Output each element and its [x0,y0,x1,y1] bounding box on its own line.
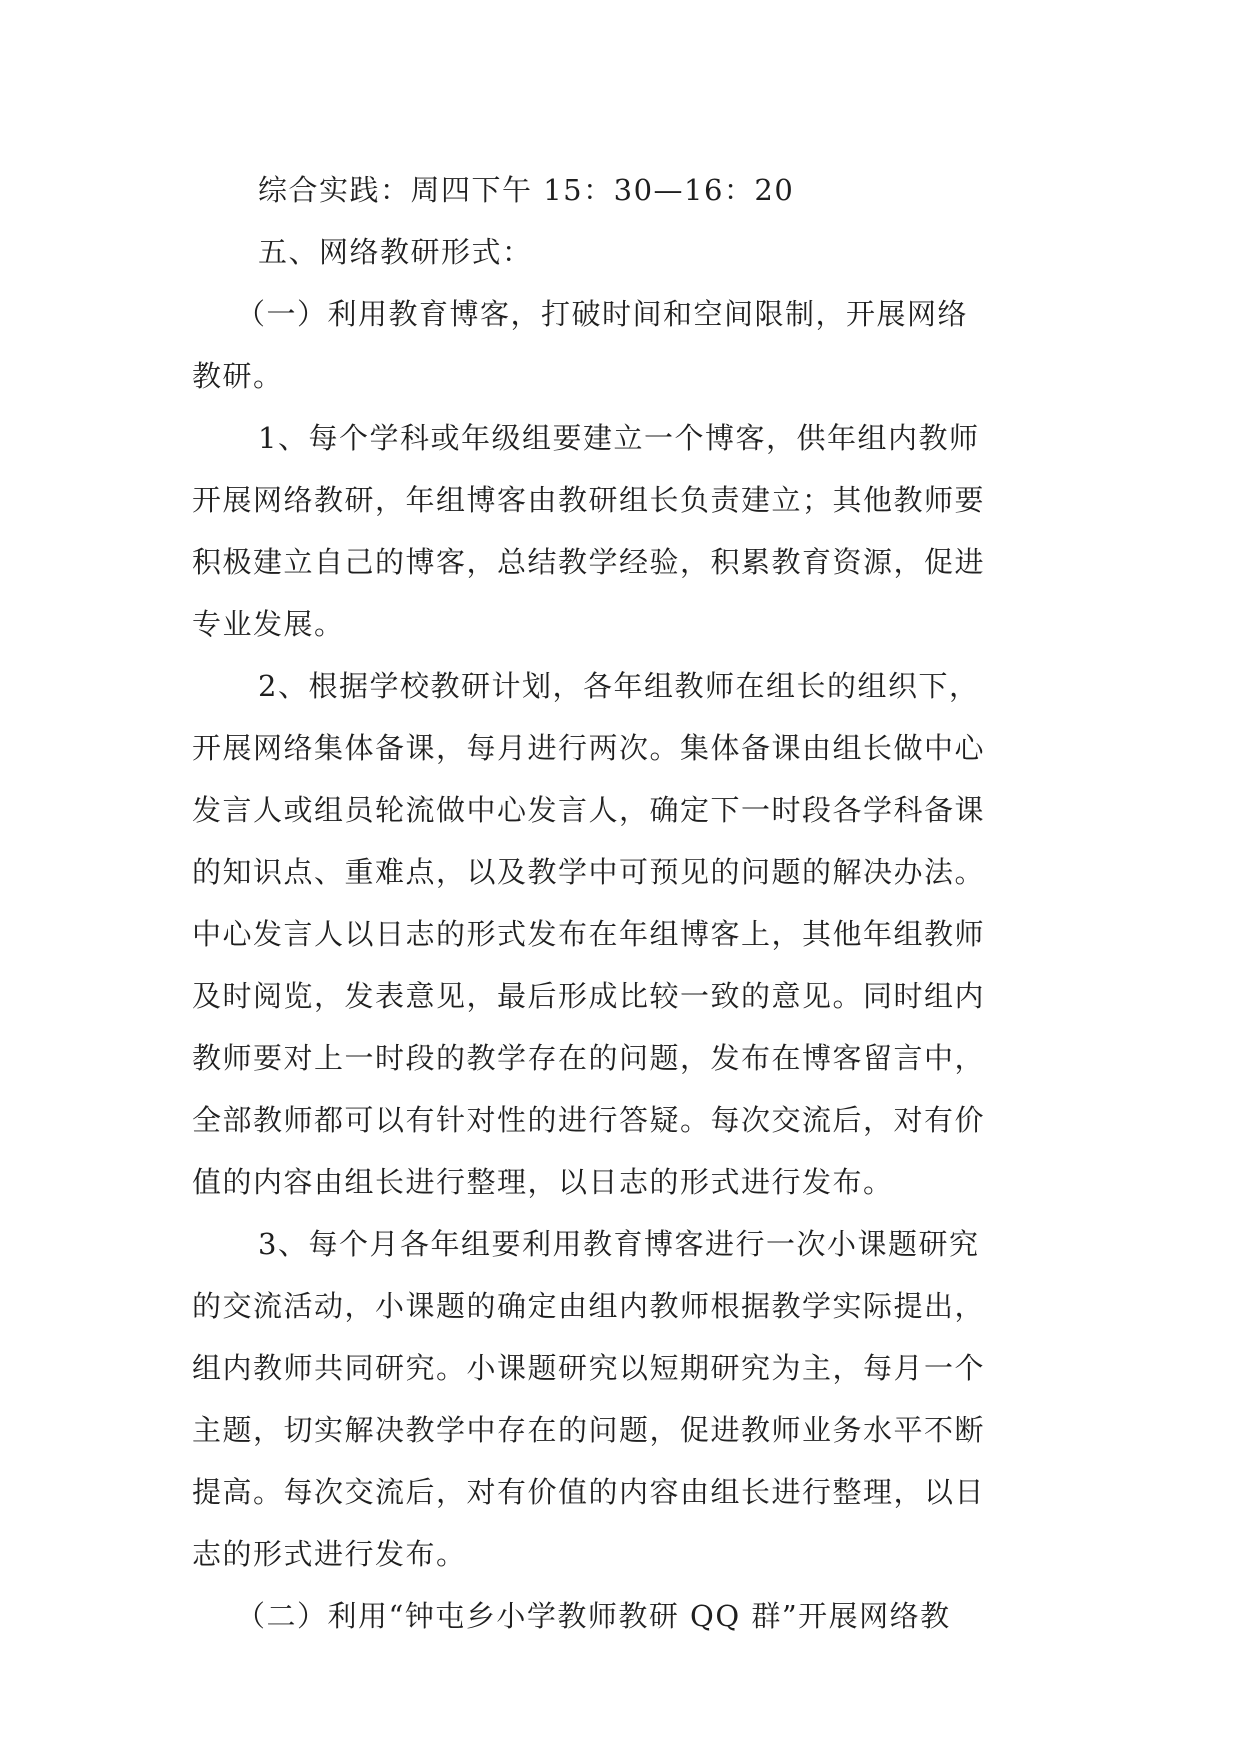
text-line: 值的内容由组长进行整理，以日志的形式进行发布。 [192,1165,894,1199]
text-line: 中心发言人以日志的形式发布在年组博客上，其他年组教师 [192,917,986,951]
text-line: 的知识点、重难点，以及教学中可预见的问题的解决办法。 [192,855,986,889]
text-line: 教研。 [192,359,284,393]
text-line: 专业发展。 [192,607,345,641]
numbered-paragraph-start: 2、根据学校教研计划，各年组教师在组长的组织下， [258,669,980,703]
subsection-heading: （一）利用教育博客，打破时间和空间限制，开展网络 [236,297,969,331]
text-line: 开展网络教研，年组博客由教研组长负责建立；其他教师要 [192,483,986,517]
text-line: 的交流活动，小课题的确定由组内教师根据教学实际提出， [192,1289,986,1323]
text-line: 积极建立自己的博客，总结教学经验，积累教育资源，促进 [192,545,986,579]
text-line: 志的形式进行发布。 [192,1537,467,1571]
text-line: 组内教师共同研究。小课题研究以短期研究为主，每月一个 [192,1351,986,1385]
text-line: 全部教师都可以有针对性的进行答疑。每次交流后，对有价 [192,1103,986,1137]
numbered-paragraph-start: 3、每个月各年组要利用教育博客进行一次小课题研究 [258,1227,980,1261]
subsection-heading: （二）利用“钟屯乡小学教师教研 QQ 群”开展网络教 [236,1599,951,1633]
document-body [192,159,1062,1647]
text-line: 提高。每次交流后，对有价值的内容由组长进行整理，以日 [192,1475,986,1509]
text-line: 综合实践：周四下午 15：30—16：20 [258,173,795,207]
text-line: 开展网络集体备课，每月进行两次。集体备课由组长做中心 [192,731,986,765]
text-line: 主题，切实解决教学中存在的问题，促进教师业务水平不断 [192,1413,986,1447]
text-line: 及时阅览，发表意见，最后形成比较一致的意见。同时组内 [192,979,986,1013]
section-heading: 五、网络教研形式： [258,235,533,269]
text-line: 发言人或组员轮流做中心发言人，确定下一时段各学科备课 [192,793,986,827]
text-line: 教师要对上一时段的教学存在的问题，发布在博客留言中， [192,1041,986,1075]
numbered-paragraph-start: 1、每个学科或年级组要建立一个博客，供年组内教师 [258,421,980,455]
